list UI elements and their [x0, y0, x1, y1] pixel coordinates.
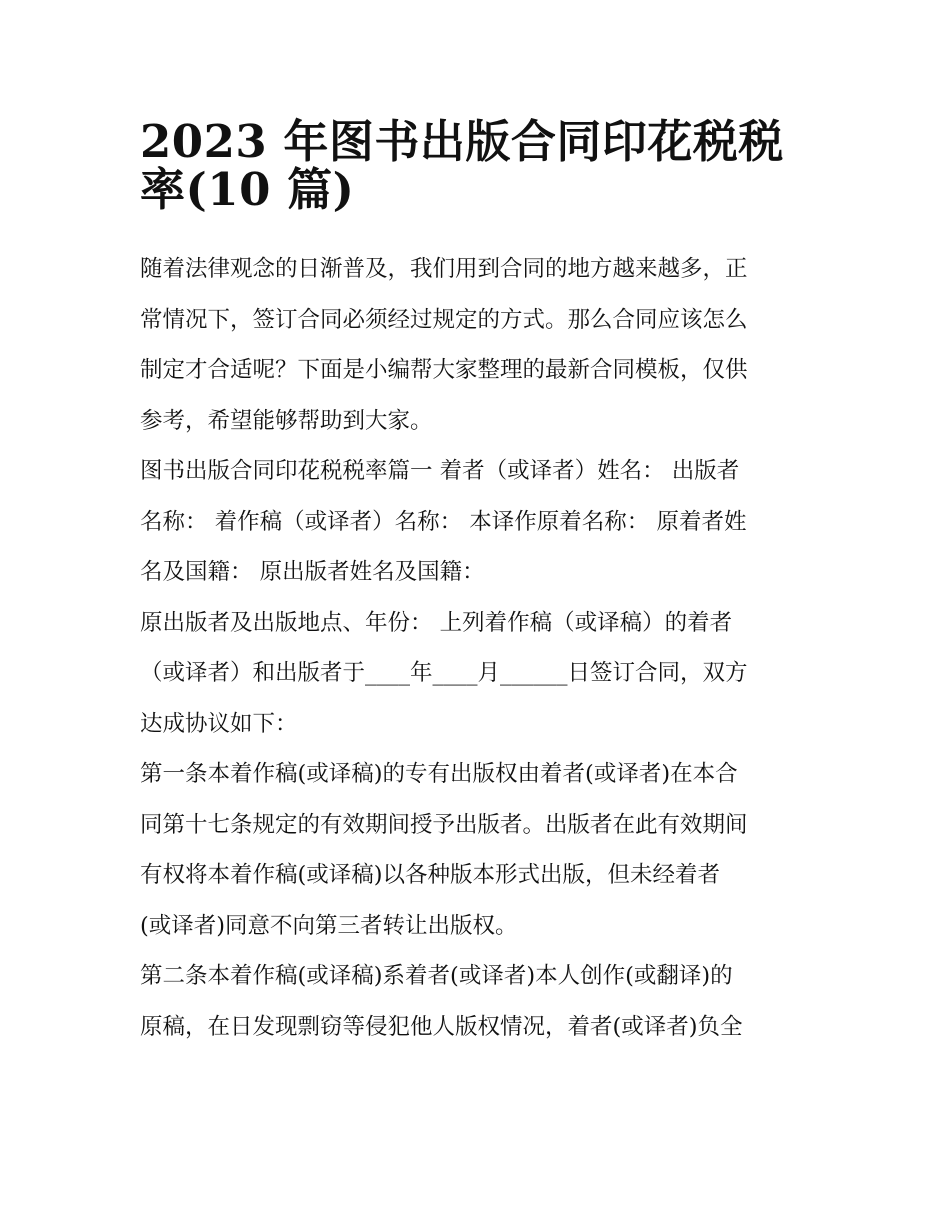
text-line: 达成协议如下：	[140, 710, 298, 737]
text-line: 图书出版合同印花税税率篇一 着者（或译者）姓名： 出版者	[140, 458, 740, 484]
text-line: 原出版者及出版地点、年份： 上列着作稿（或译稿）的着者	[140, 609, 733, 636]
paragraph-parties	[140, 446, 812, 598]
text-line: 有权将本着作稿(或译稿)以各种版本形式出版，但未经着者	[140, 862, 721, 888]
text-line: 名及国籍： 原出版者姓名及国籍：	[140, 559, 485, 585]
text-line: 同第十七条规定的有效期间授予出版者。出版者在此有效期间	[140, 811, 748, 838]
text-line: 常情况下，签订合同必须经过规定的方式。那么合同应该怎么	[140, 306, 748, 333]
paragraph-intro	[140, 244, 812, 446]
title-line-1: 2023 年图书出版合同印花税税	[140, 115, 784, 168]
paragraph-article-1	[140, 749, 812, 951]
paragraph-article-2	[140, 951, 812, 1052]
text-line: (或译者)同意不向第三者转让出版权。	[140, 912, 518, 939]
text-line: 第二条本着作稿(或译稿)系着者(或译者)本人创作(或翻译)的	[140, 963, 733, 989]
document-page	[140, 115, 812, 1052]
document-title	[140, 115, 812, 216]
text-line: 制定才合适呢？下面是小编帮大家整理的最新合同模板，仅供	[140, 357, 748, 383]
title-line-2: 率(10 篇)	[140, 163, 355, 216]
text-line: （或译者）和出版者于____年____月______日签订合同，双方	[140, 660, 748, 686]
text-line: 原稿，在日发现剽窃等侵犯他人版权情况，着者(或译者)负全	[140, 1013, 743, 1040]
text-line: 随着法律观念的日渐普及，我们用到合同的地方越来越多，正	[140, 256, 748, 282]
text-line: 参考，希望能够帮助到大家。	[140, 407, 433, 434]
paragraph-agreement	[140, 598, 812, 750]
text-line: 名称： 着作稿（或译者）名称： 本译作原着名称： 原着者姓	[140, 508, 747, 535]
text-line: 第一条本着作稿(或译稿)的专有出版权由着者(或译者)在本合	[140, 761, 738, 787]
